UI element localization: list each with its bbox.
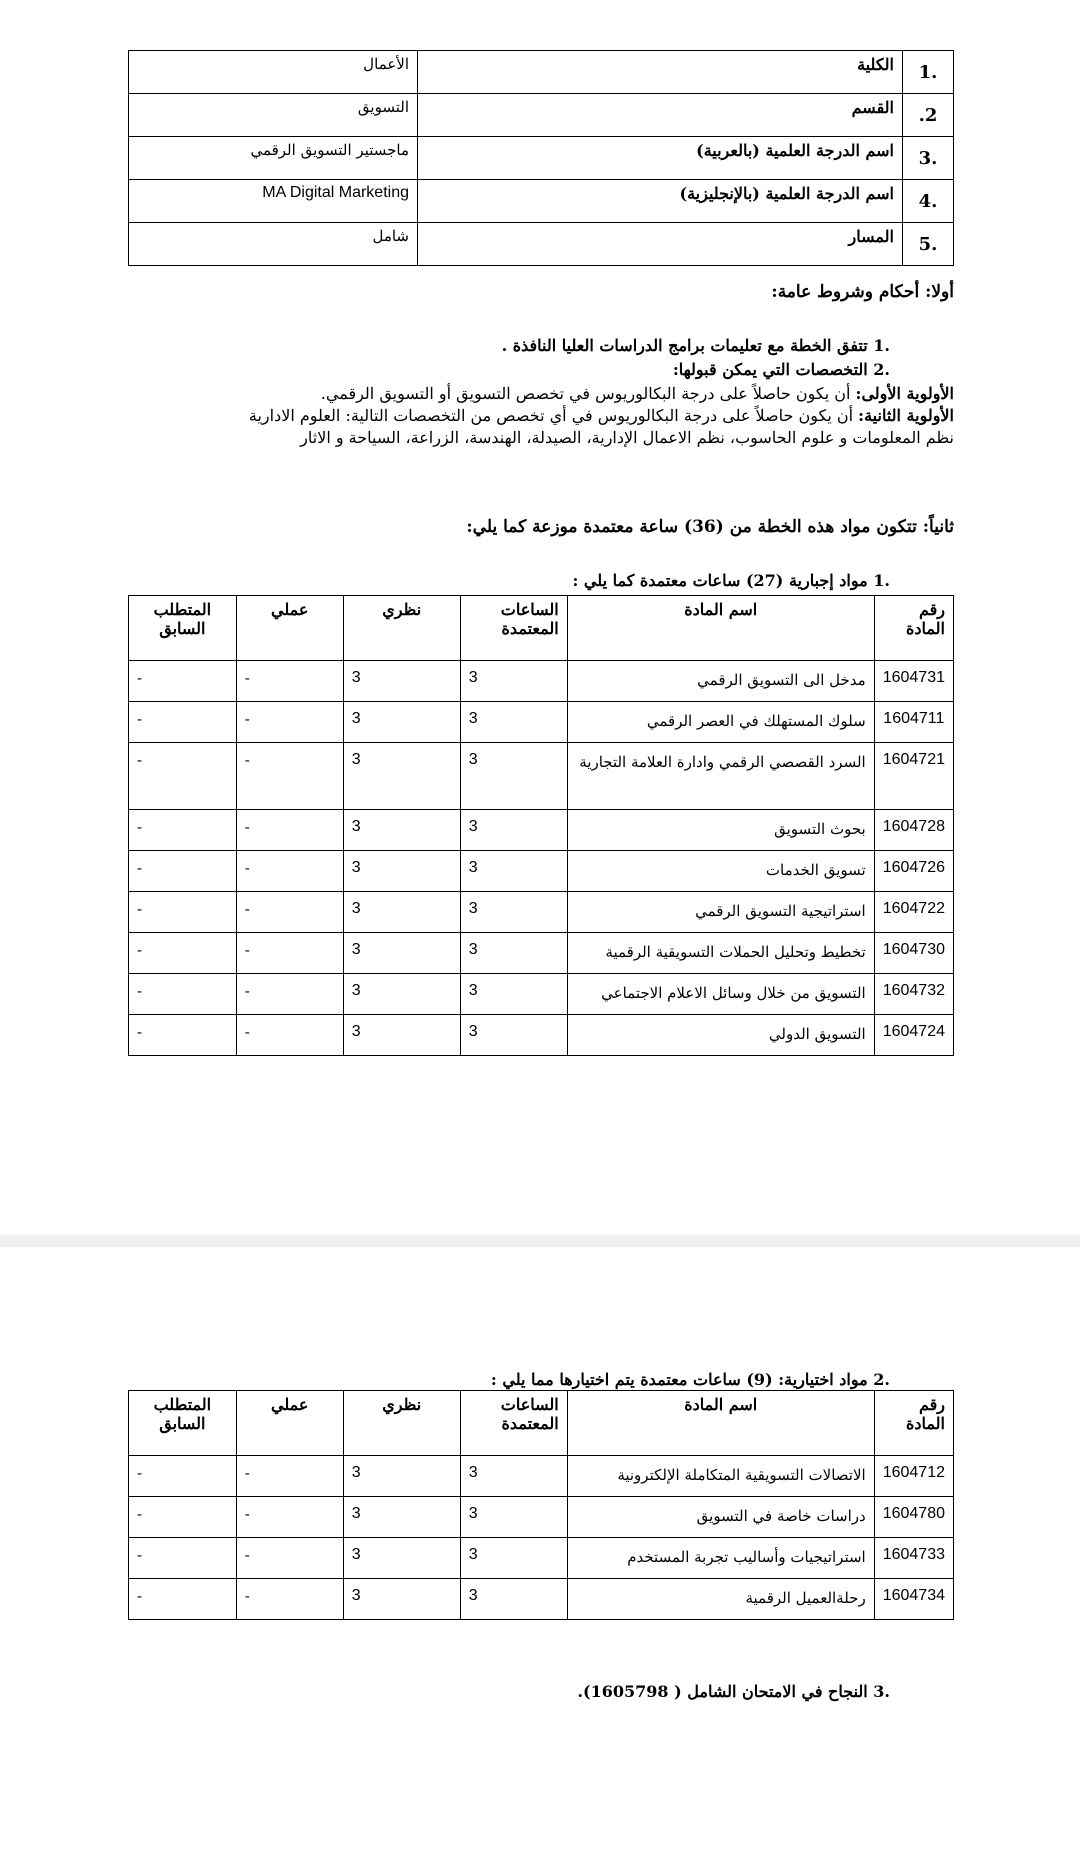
col-header-theory: نظري [343, 596, 460, 661]
info-row-number: 3. [903, 137, 954, 180]
col-header-theory: نظري [343, 1391, 460, 1456]
mandatory-title: .1 مواد إجبارية (27) ساعات معتمدة كما يلي : [572, 571, 890, 590]
col-header-prereq [129, 1391, 237, 1456]
course-credits: 3 [460, 1497, 567, 1538]
col-header-credits-l2: المعتمدة [501, 619, 559, 638]
course-prereq: - [129, 743, 237, 810]
course-theory: 3 [343, 1579, 460, 1620]
info-row-label: الكلية [418, 51, 903, 94]
info-row-number: 1. [903, 51, 954, 94]
course-code: 1604721 [874, 743, 953, 810]
course-name: رحلةالعميل الرقمية [567, 1579, 874, 1620]
course-theory: 3 [343, 892, 460, 933]
col-header-prereq-l1: المتطلب [153, 1395, 212, 1414]
course-prereq: - [129, 810, 237, 851]
course-practical: - [236, 1497, 343, 1538]
info-row-value: الأعمال [129, 51, 418, 94]
info-row [129, 137, 954, 180]
course-credits: 3 [460, 702, 567, 743]
course-code: 1604731 [874, 661, 953, 702]
table-row [129, 702, 954, 743]
course-theory: 3 [343, 810, 460, 851]
info-row-label: اسم الدرجة العلمية (بالإنجليزية) [418, 180, 903, 223]
col-header-practical: عملي [236, 596, 343, 661]
course-name: استراتيجية التسويق الرقمي [567, 892, 874, 933]
course-theory: 3 [343, 661, 460, 702]
course-theory: 3 [343, 1497, 460, 1538]
table-row [129, 661, 954, 702]
course-practical: - [236, 974, 343, 1015]
page-separator [0, 1235, 1080, 1247]
course-practical: - [236, 851, 343, 892]
course-practical: - [236, 933, 343, 974]
table-row [129, 851, 954, 892]
section-general-heading: أولا: أحكام وشروط عامة: [771, 282, 954, 302]
col-header-prereq-l1: المتطلب [153, 600, 212, 619]
course-theory: 3 [343, 1456, 460, 1497]
info-row-label: اسم الدرجة العلمية (بالعربية) [418, 137, 903, 180]
course-code: 1604711 [874, 702, 953, 743]
table-row [129, 1538, 954, 1579]
table-row [129, 892, 954, 933]
course-credits: 3 [460, 743, 567, 810]
info-row [129, 51, 954, 94]
elective-courses-table [128, 1390, 954, 1620]
course-credits: 3 [460, 892, 567, 933]
course-code: 1604733 [874, 1538, 953, 1579]
section-courses-heading: ثانياً: تتكون مواد هذه الخطة من (36) ساعة معتمدة موزعة كما يلي: [466, 517, 954, 537]
course-credits: 3 [460, 851, 567, 892]
course-credits: 3 [460, 1015, 567, 1056]
course-prereq: - [129, 1579, 237, 1620]
priority-first-text: أن يكون حاصلاً على درجة البكالوريوس في تخصص التسويق أو التسويق الرقمي. [320, 384, 856, 403]
table-header-row [129, 1391, 954, 1456]
info-row-value: MA Digital Marketing [129, 180, 418, 223]
course-name: تخطيط وتحليل الحملات التسويقية الرقمية [567, 933, 874, 974]
course-credits: 3 [460, 1456, 567, 1497]
course-name: التسويق الدولي [567, 1015, 874, 1056]
info-row-value: التسويق [129, 94, 418, 137]
course-practical: - [236, 661, 343, 702]
table-row [129, 810, 954, 851]
col-header-code: رقم المادة [874, 1391, 953, 1456]
course-theory: 3 [343, 1015, 460, 1056]
col-header-credits [460, 596, 567, 661]
col-header-credits [460, 1391, 567, 1456]
course-credits: 3 [460, 933, 567, 974]
col-header-credits-l1: الساعات [500, 1395, 559, 1414]
course-credits: 3 [460, 974, 567, 1015]
course-credits: 3 [460, 1579, 567, 1620]
course-code: 1604732 [874, 974, 953, 1015]
col-header-prereq-l2: السابق [159, 619, 206, 638]
col-header-code: رقم المادة [874, 596, 953, 661]
course-name: استراتيجيات وأساليب تجربة المستخدم [567, 1538, 874, 1579]
course-practical: - [236, 892, 343, 933]
course-name: التسويق من خلال وسائل الاعلام الاجتماعي [567, 974, 874, 1015]
info-row-number: 5. [903, 223, 954, 266]
col-header-name: اسم المادة [567, 596, 874, 661]
table-row [129, 1015, 954, 1056]
course-practical: - [236, 810, 343, 851]
course-credits: 3 [460, 661, 567, 702]
course-code: 1604712 [874, 1456, 953, 1497]
info-row-number: 4. [903, 180, 954, 223]
course-prereq: - [129, 1456, 237, 1497]
course-prereq: - [129, 1015, 237, 1056]
info-row-label: القسم [418, 94, 903, 137]
course-practical: - [236, 702, 343, 743]
priority-second [249, 406, 954, 426]
priority-second-text: أن يكون حاصلاً على درجة البكالوريوس في أي تخصص من التخصصات التالية: العلوم الادارية [248, 406, 859, 425]
course-name: مدخل الى التسويق الرقمي [567, 661, 874, 702]
course-code: 1604734 [874, 1579, 953, 1620]
table-row [129, 743, 954, 810]
info-row [129, 180, 954, 223]
course-prereq: - [129, 933, 237, 974]
course-code: 1604730 [874, 933, 953, 974]
course-theory: 3 [343, 933, 460, 974]
info-row-value: شامل [129, 223, 418, 266]
course-name: الاتصالات التسويقية المتكاملة الإلكترونية [567, 1456, 874, 1497]
course-prereq: - [129, 974, 237, 1015]
priority-first [321, 384, 954, 404]
course-practical: - [236, 1579, 343, 1620]
info-row [129, 94, 954, 137]
info-row-value: ماجستير التسويق الرقمي [129, 137, 418, 180]
comprehensive-exam: .3 النجاح في الامتحان الشامل ( 1605798). [577, 1682, 890, 1701]
col-header-credits-l2: المعتمدة [501, 1414, 559, 1433]
course-code: 1604726 [874, 851, 953, 892]
course-name: تسويق الخدمات [567, 851, 874, 892]
course-prereq: - [129, 1538, 237, 1579]
course-name: سلوك المستهلك في العصر الرقمي [567, 702, 874, 743]
info-row-label: المسار [418, 223, 903, 266]
course-code: 1604728 [874, 810, 953, 851]
col-header-prereq-l2: السابق [159, 1414, 206, 1433]
table-row [129, 1456, 954, 1497]
course-name: دراسات خاصة في التسويق [567, 1497, 874, 1538]
course-practical: - [236, 1456, 343, 1497]
general-item-1: .1 تتفق الخطة مع تعليمات برامج الدراسات العليا النافذة . [501, 336, 890, 355]
course-name: بحوث التسويق [567, 810, 874, 851]
priority-second-label: الأولوية الثانية: [858, 406, 954, 425]
table-row [129, 933, 954, 974]
course-code: 1604722 [874, 892, 953, 933]
table-header-row [129, 596, 954, 661]
course-theory: 3 [343, 702, 460, 743]
course-name: السرد القصصي الرقمي وادارة العلامة التجارية [567, 743, 874, 810]
info-row-number: .2 [903, 94, 954, 137]
course-prereq: - [129, 1497, 237, 1538]
col-header-prereq [129, 596, 237, 661]
table-row [129, 1497, 954, 1538]
course-prereq: - [129, 851, 237, 892]
course-theory: 3 [343, 743, 460, 810]
col-header-credits-l1: الساعات [500, 600, 559, 619]
general-item-2: .2 التخصصات التي يمكن قبولها: [672, 360, 890, 379]
priority-first-label: الأولوية الأولى: [855, 384, 954, 403]
course-practical: - [236, 743, 343, 810]
course-code: 1604780 [874, 1497, 953, 1538]
mandatory-courses-table [128, 595, 954, 1056]
course-credits: 3 [460, 1538, 567, 1579]
priority-second-cont: نظم المعلومات و علوم الحاسوب، نظم الاعمال الإدارية، الصيدلة، الهندسة، الزراعة، السياحة و الاثار [300, 428, 954, 447]
table-row [129, 974, 954, 1015]
course-prereq: - [129, 892, 237, 933]
elective-title: .2 مواد اختيارية: (9) ساعات معتمدة يتم اختيارها مما يلي : [490, 1370, 890, 1389]
course-theory: 3 [343, 974, 460, 1015]
course-practical: - [236, 1538, 343, 1579]
course-credits: 3 [460, 810, 567, 851]
course-code: 1604724 [874, 1015, 953, 1056]
col-header-name: اسم المادة [567, 1391, 874, 1456]
course-theory: 3 [343, 851, 460, 892]
course-prereq: - [129, 702, 237, 743]
course-prereq: - [129, 661, 237, 702]
info-row [129, 223, 954, 266]
course-theory: 3 [343, 1538, 460, 1579]
table-row [129, 1579, 954, 1620]
program-info-table [128, 50, 954, 266]
course-practical: - [236, 1015, 343, 1056]
col-header-practical: عملي [236, 1391, 343, 1456]
